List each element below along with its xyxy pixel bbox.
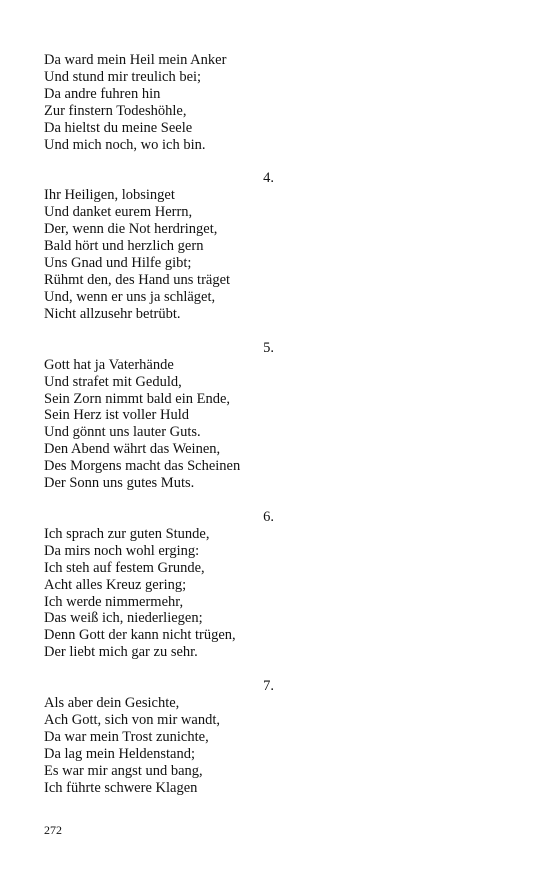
verse-line: Da andre fuhren hin	[44, 85, 161, 102]
poem-text	[44, 52, 274, 814]
verse-line: Und gönnt uns lauter Guts.	[44, 424, 201, 441]
verse-line: Und, wenn er uns ja schläget,	[44, 288, 216, 305]
verse-line: Da lag mein Heldenstand;	[44, 745, 195, 762]
stanza-number: 5.	[263, 339, 274, 356]
verse-line: Der liebt mich gar zu sehr.	[44, 644, 198, 661]
stanza-6	[44, 509, 274, 661]
verse-line: Denn Gott der kann nicht trügen,	[44, 627, 236, 644]
verse-line: Ach Gott, sich von mir wandt,	[44, 712, 220, 729]
verse-line: Da mirs noch wohl erging:	[44, 542, 200, 559]
verse-line: Da war mein Trost zunichte,	[44, 729, 209, 745]
page-number: 272	[44, 823, 62, 837]
verse-line: Sein Herz ist voller Huld	[44, 407, 189, 424]
stanza-number: 4.	[263, 170, 274, 187]
verse-line: Da ward mein Heil mein Anker	[44, 52, 227, 68]
verse-line: Ich führte schwere Klagen	[44, 779, 198, 796]
verse-line: Des Morgens macht das Scheinen	[44, 458, 241, 475]
verse-line: Der Sonn uns gutes Muts.	[44, 475, 195, 492]
verse-line: Als aber dein Gesichte,	[44, 695, 180, 712]
verse-line: Gott hat ja Vaterhände	[44, 356, 174, 373]
stanza-number: 7.	[263, 678, 274, 695]
verse-line: Rühmt den, des Hand uns träget	[44, 271, 231, 288]
verse-line: Bald hört und herzlich gern	[44, 238, 204, 255]
verse-line: Und stund mir treulich bei;	[44, 68, 202, 85]
verse-line: Nicht allzusehr betrübt.	[44, 305, 181, 322]
stanza-number: 6.	[263, 508, 274, 525]
verse-line: Der, wenn die Not herdringet,	[44, 221, 218, 238]
verse-line: Uns Gnad und Hilfe gibt;	[44, 255, 192, 272]
verse-line: Ich steh auf festem Grunde,	[44, 559, 205, 576]
verse-line: Den Abend währt das Weinen,	[44, 441, 221, 458]
verse-line: Das weiß ich, niederliegen;	[44, 610, 203, 627]
stanza-7	[44, 678, 274, 796]
verse-line: Da hieltst du meine Seele	[44, 119, 193, 136]
verse-line: Ich sprach zur guten Stunde,	[44, 525, 210, 542]
verse-line: Acht alles Kreuz gering;	[44, 576, 187, 593]
stanza-5	[44, 340, 274, 492]
verse-line: Und danket eurem Herrn,	[44, 204, 193, 221]
verse-line: Und strafet mit Geduld,	[44, 373, 182, 390]
verse-line: Zur finstern Todeshöhle,	[44, 102, 187, 119]
verse-line: Ihr Heiligen, lobsinget	[44, 187, 175, 204]
verse-line: Sein Zorn nimmt bald ein Ende,	[44, 390, 231, 407]
verse-line: Ich werde nimmermehr,	[44, 593, 184, 610]
stanza-3-continuation	[44, 52, 274, 153]
verse-line: Und mich noch, wo ich bin.	[44, 136, 206, 153]
verse-line: Es war mir angst und bang,	[44, 762, 203, 779]
stanza-4	[44, 170, 274, 322]
